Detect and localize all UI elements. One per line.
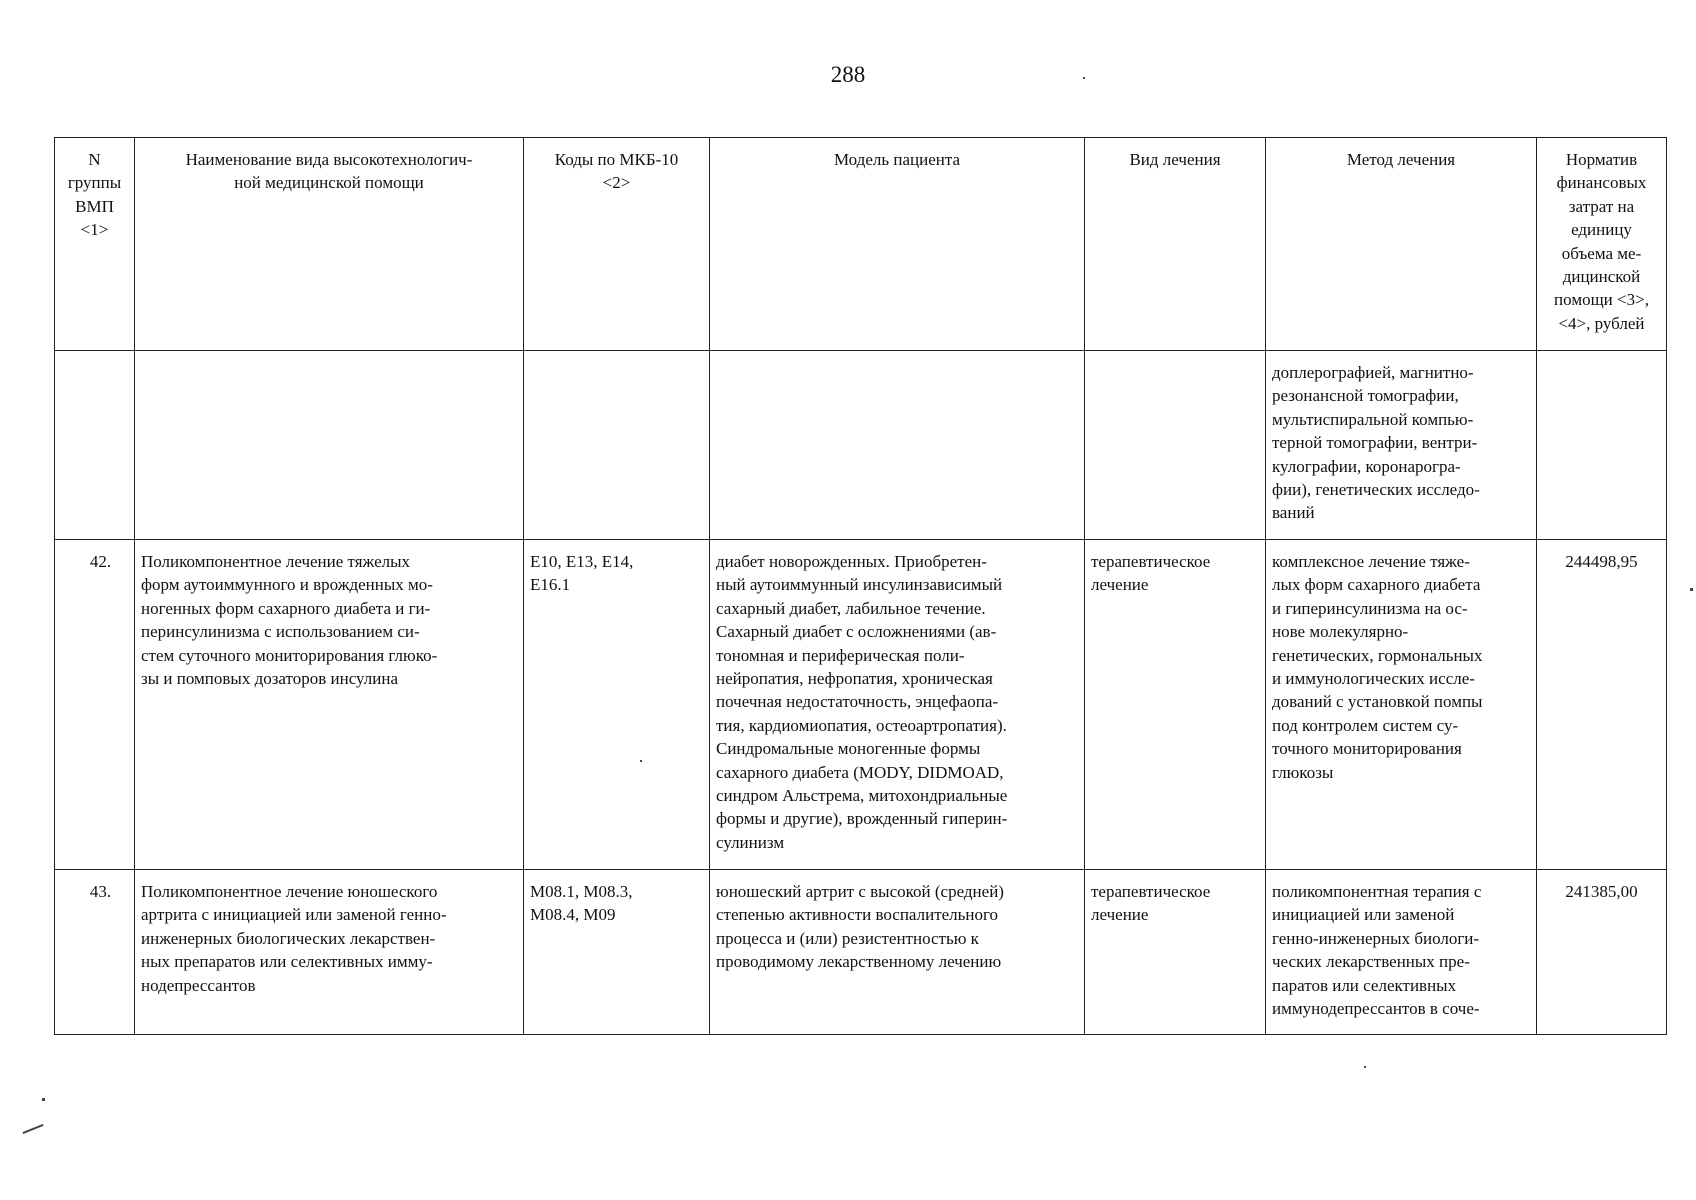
header-group-number: N группы ВМП <1> xyxy=(55,138,135,351)
cell-empty xyxy=(1537,351,1667,540)
cell-empty xyxy=(1085,351,1266,540)
header-icd-codes: Коды по МКБ-10 <2> xyxy=(524,138,710,351)
cell-cost: 241385,00 xyxy=(1537,870,1667,1035)
header-cost-norm: Норматив финансовых затрат на единицу объема ме- дицинской помощи <3>, <4>, рублей xyxy=(1537,138,1667,351)
header-patient-model: Модель пациента xyxy=(710,138,1085,351)
cell-cost: 244498,95 xyxy=(1537,540,1667,870)
cell-empty xyxy=(524,351,710,540)
cell-care-name: Поликомпонентное лечение юношеского артрита с инициацией или заменой генно- инженерных биологических лекарствен- ных препаратов или селективных имму- нодепрессантов xyxy=(135,870,524,1035)
scan-speck xyxy=(640,760,642,762)
header-treatment-method: Метод лечения xyxy=(1266,138,1537,351)
cell-treatment-type: терапевтическое лечение xyxy=(1085,870,1266,1035)
scan-speck xyxy=(1083,77,1085,79)
cell-icd-codes: M08.1, M08.3, M08.4, M09 xyxy=(524,870,710,1035)
cell-care-name: Поликомпонентное лечение тяжелых форм аутоиммунного и врожденных мо- ногенных форм сахарного диабета и ги- перинсулинизма с использованием си- стем суточного мониторирования глюко- зы и помповых дозаторов инсулина xyxy=(135,540,524,870)
cell-method-continuation: доплерографией, магнитно- резонансной томографии, мультиспиральной компью- терной томографии, вентри- кулографии, коронарогра- фии), генетических исследо- ваний xyxy=(1266,351,1537,540)
cell-icd-codes: E10, E13, E14, E16.1 xyxy=(524,540,710,870)
cell-empty xyxy=(135,351,524,540)
table-row-continuation xyxy=(55,351,1667,540)
scan-speck xyxy=(1364,1066,1366,1068)
cell-group-number: 43. xyxy=(55,870,135,1035)
scan-speck xyxy=(1690,588,1693,591)
cell-empty xyxy=(55,351,135,540)
cell-treatment-method: комплексное лечение тяже- лых форм сахарного диабета и гиперинсулинизма на ос- нове молекулярно- генетических, гормональных и иммунологических иссле- дований с установкой помпы под контролем систем су- точного мониторирования глюкозы xyxy=(1266,540,1537,870)
cell-patient-model: диабет новорожденных. Приобретен- ный аутоиммунный инсулинзависимый сахарный диабет, лабильное течение. Сахарный диабет с осложнениями (ав- тономная и периферическая поли- нейропатия, нефропатия, хроническая почечная недостаточность, энцефаопа- тия, кардиомиопатия, остеоартропатия). Синдромальные моногенные формы сахарного диабета (MODY, DIDMOAD, синдром Альстрема, митохондриальные формы и другие), врожденный гиперин- сулинизм xyxy=(710,540,1085,870)
page-number: 288 xyxy=(830,62,866,87)
cell-treatment-type: терапевтическое лечение xyxy=(1085,540,1266,870)
table-row xyxy=(55,540,1667,870)
table-row xyxy=(55,870,1667,1035)
header-treatment-type: Вид лечения xyxy=(1085,138,1266,351)
scan-speck xyxy=(42,1098,45,1101)
vmp-table xyxy=(54,137,1667,1035)
header-care-name: Наименование вида высокотехнологич- ной медицинской помощи xyxy=(135,138,524,351)
table-header-row xyxy=(55,138,1667,351)
cell-treatment-method: поликомпонентная терапия с инициацией или заменой генно-инженерных биологи- ческих лекарственных пре- паратов или селективных иммунодепрессантов в соче- xyxy=(1266,870,1537,1035)
cell-empty xyxy=(710,351,1085,540)
scan-speck xyxy=(23,1124,44,1134)
cell-group-number: 42. xyxy=(55,540,135,870)
cell-patient-model: юношеский артрит с высокой (средней) степенью активности воспалительного процесса и (или) резистентностью к проводимому лекарственному лечению xyxy=(710,870,1085,1035)
